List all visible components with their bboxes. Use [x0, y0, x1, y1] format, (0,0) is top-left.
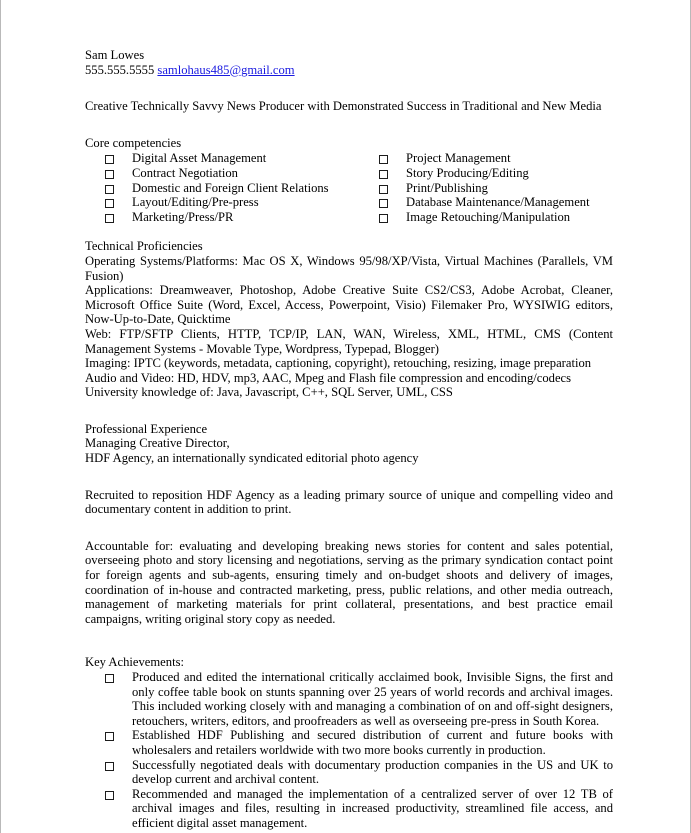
resume-content [85, 48, 613, 831]
experience-summary: Recruited to reposition HDF Agency as a leading primary source of unique and compelling video and documentary content in addition to print. [85, 487, 613, 517]
list-item [85, 195, 349, 210]
list-item [85, 151, 349, 166]
candidate-name: Sam Lowes [85, 48, 145, 62]
square-bullet-icon [379, 170, 388, 179]
tech-applications: Applications: Dreamweaver, Photoshop, Adobe Creative Suite CS2/CS3, Adobe Acrobat, Cleaner, Microsoft Office Suite (Word, Excel, Access, Powerpoint, Visio) Filemaker Pro, WYSIWIG editors, Now-Up-to-Date, Quicktime [85, 283, 613, 327]
square-bullet-icon [379, 155, 388, 164]
key-achievements-heading: Key Achievements: [85, 655, 184, 670]
square-bullet-icon [105, 762, 114, 771]
achievement-text: Successfully negotiated deals with documentary production companies in the US and UK to develop current and archival content. [132, 757, 613, 787]
competency-label: Layout/Editing/Pre-press [132, 195, 259, 210]
list-item [365, 166, 613, 181]
competency-label: Domestic and Foreign Client Relations [132, 180, 329, 195]
headline-tagline: Creative Technically Savvy News Producer with Demonstrated Success in Traditional and New Media [85, 99, 602, 114]
tech-web: Web: FTP/SFTP Clients, HTTP, TCP/IP, LAN, WAN, Wireless, XML, HTML, CMS (Content Management Systems - Movable Type, Wordpress, Typepad, Blogger) [85, 326, 613, 356]
tech-audio-video: Audio and Video: HD, HDV, mp3, AAC, Mpeg and Flash file compression and encoding/codecs [85, 370, 572, 385]
achievement-text: Recommended and managed the implementation of a centralized server of over 12 TB of archival images and files, resulting in increased productivity, streamlined file access, and efficient digital asset management. [132, 786, 613, 830]
spacer [85, 517, 613, 539]
job-title: Managing Creative Director, [85, 436, 230, 451]
competency-label: Marketing/Press/PR [132, 209, 234, 224]
contact-line [85, 63, 613, 78]
phone-number: 555.555.5555 [85, 62, 155, 77]
tech-operating-systems: Operating Systems/Platforms: Mac OS X, Windows 95/98/XP/Vista, Virtual Machines (Parallels, VM Fusion) [85, 253, 613, 283]
spacer [85, 626, 613, 655]
competency-label: Story Producing/Editing [406, 165, 529, 180]
list-item [85, 181, 349, 196]
list-item [85, 728, 613, 757]
experience-responsibilities: Accountable for: evaluating and developing breaking news stories for content and sales potential, overseeing photo and story licensing and negotiations, serving as the primary syndication contact point for foreign agents and sub-agents, ensuring timely and on-budget shoots and delivery of images, coordination of in-house and contracted marketing, press, public relations, and other media outreach, management of marketing materials for print collateral, presentations, and best practice email campaigns, writing original story copy as needed. [85, 538, 613, 626]
square-bullet-icon [105, 791, 114, 800]
professional-experience-heading: Professional Experience [85, 421, 208, 436]
spacer [85, 77, 613, 99]
achievement-text: Established HDF Publishing and secured distribution of current and future books with wholesalers and retailers worldwide with two more books currently in production. [132, 728, 613, 757]
spacer [85, 400, 613, 422]
achievement-text: Produced and edited the international critically acclaimed book, Invisible Signs, the first and only coffee table book on stunts spanning over 25 years of world records and archival images. This included working closely with and managing a combination of on and off-sight designers, retouchers, writers, editors, and proofreaders as well as overseeing pre-press in South Korea. [132, 670, 613, 728]
competencies-right-column [349, 151, 613, 224]
square-bullet-icon [379, 214, 388, 223]
core-competencies-grid [85, 151, 613, 224]
spacer [85, 114, 613, 136]
tech-university-knowledge: University knowledge of: Java, Javascript, C++, SQL Server, UML, CSS [85, 385, 453, 400]
square-bullet-icon [105, 155, 114, 164]
tech-imaging: Imaging: IPTC (keywords, metadata, captioning, copyright), retouching, resizing, image preparation [85, 356, 592, 371]
square-bullet-icon [105, 185, 114, 194]
square-bullet-icon [105, 170, 114, 179]
competency-label: Database Maintenance/Management [406, 195, 590, 210]
core-competencies-heading: Core competencies [85, 135, 182, 150]
email-link[interactable]: samlohaus485@gmail.com [157, 62, 295, 77]
key-achievements-list [85, 670, 613, 831]
list-item [85, 787, 613, 831]
competencies-left-column [85, 151, 349, 224]
competency-label: Print/Publishing [406, 180, 488, 195]
list-item [365, 210, 613, 225]
square-bullet-icon [105, 674, 114, 683]
list-item [365, 181, 613, 196]
competency-label: Digital Asset Management [132, 151, 267, 166]
list-item [365, 151, 613, 166]
spacer [85, 224, 613, 239]
square-bullet-icon [105, 199, 114, 208]
square-bullet-icon [379, 199, 388, 208]
competency-label: Project Management [406, 151, 511, 166]
square-bullet-icon [379, 185, 388, 194]
list-item [85, 166, 349, 181]
spacer [85, 466, 613, 488]
competency-label: Image Retouching/Manipulation [406, 209, 571, 224]
competency-label: Contract Negotiation [132, 165, 238, 180]
list-item [85, 210, 349, 225]
list-item [365, 195, 613, 210]
company-description: HDF Agency, an internationally syndicated editorial photo agency [85, 451, 419, 466]
square-bullet-icon [105, 732, 114, 741]
technical-proficiencies-heading: Technical Proficiencies [85, 239, 203, 254]
square-bullet-icon [105, 214, 114, 223]
list-item [85, 670, 613, 728]
list-item [85, 758, 613, 787]
